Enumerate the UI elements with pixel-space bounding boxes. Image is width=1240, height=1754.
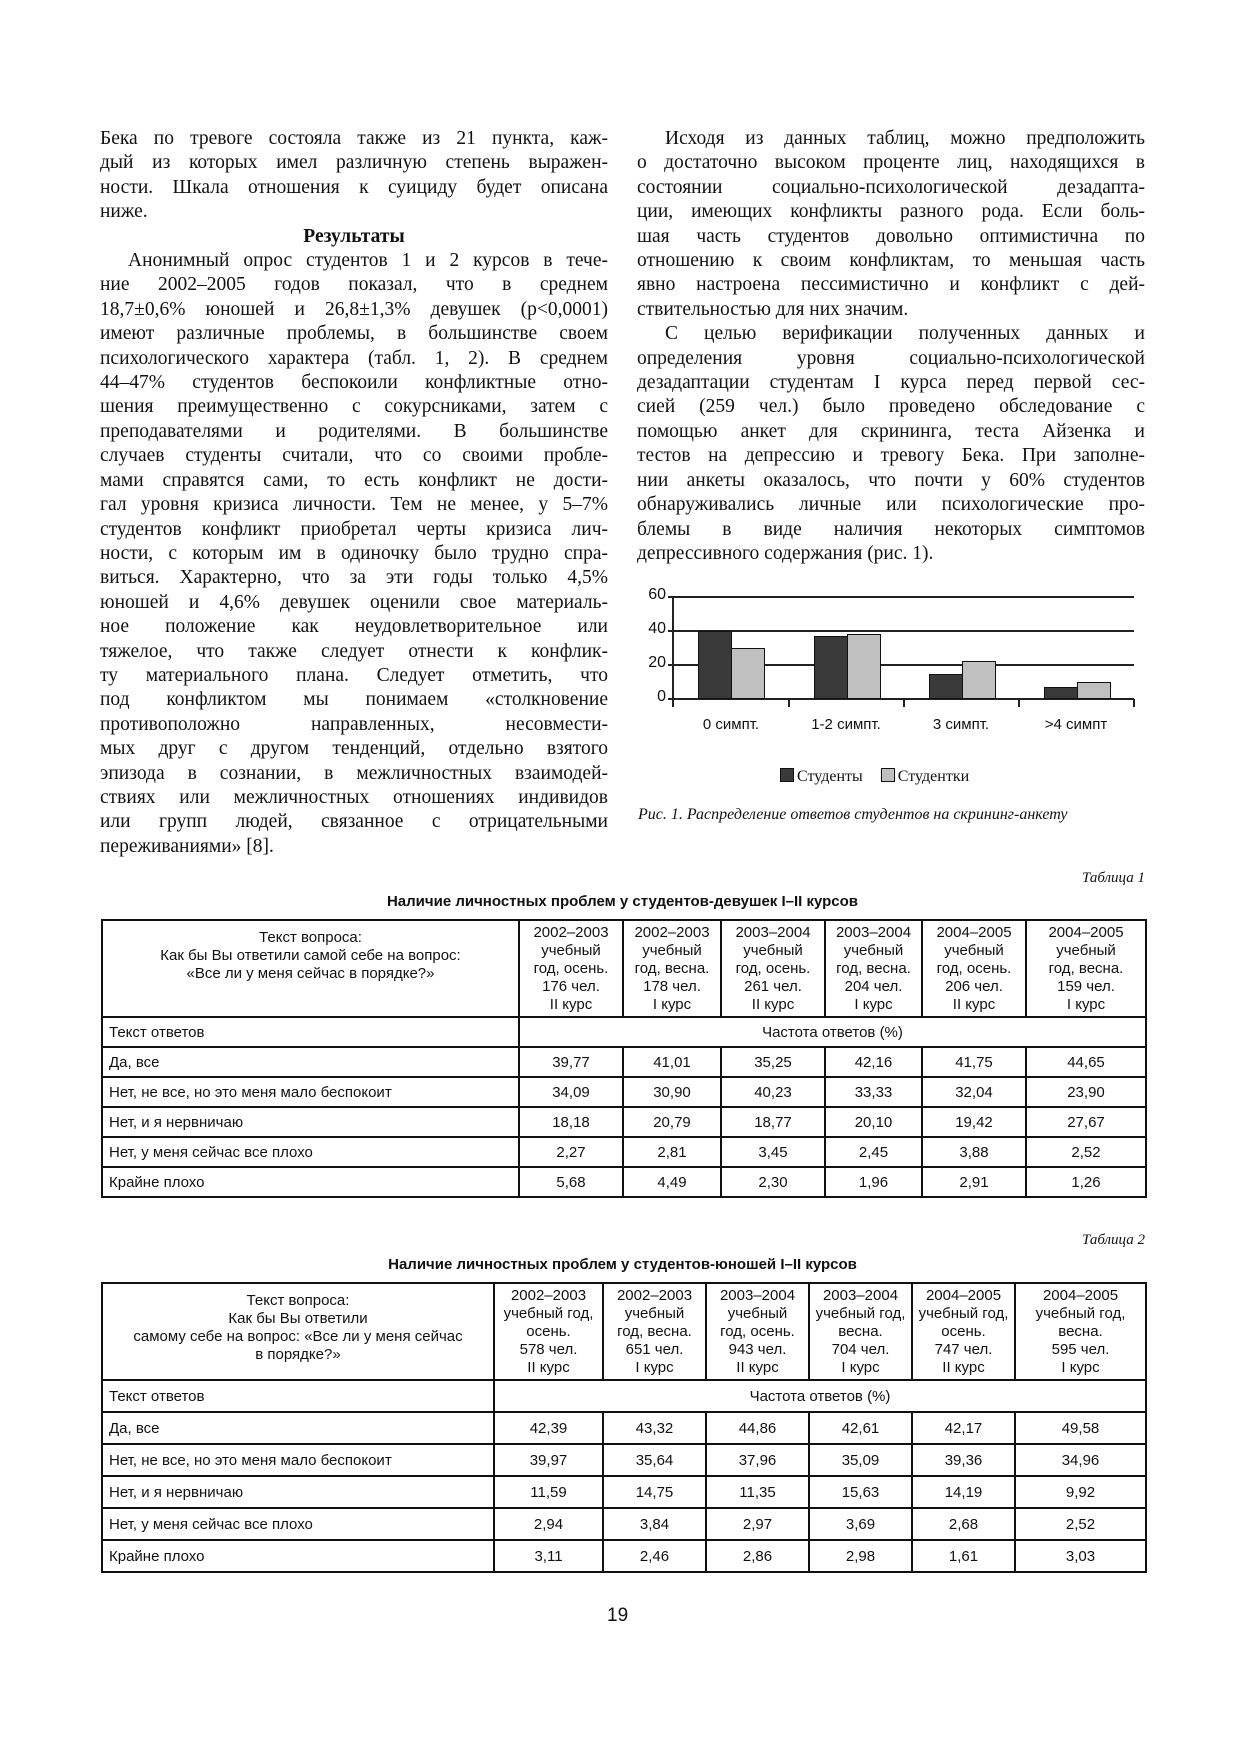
header-line: 261 чел. <box>744 978 802 995</box>
text-line: обнаруживались личные или психологические про- <box>637 494 1145 516</box>
table-row <box>102 1508 1146 1540</box>
column-header <box>623 920 721 1017</box>
value-cell: 33,33 <box>825 1077 922 1107</box>
y-axis-line <box>672 596 674 700</box>
header-line: 943 чел. <box>728 1341 787 1358</box>
text-line: Бека по тревоге состояла также из 21 пункта, каж- <box>100 128 608 149</box>
header-line: II курс <box>549 996 593 1013</box>
value-cell: 3,45 <box>721 1137 825 1167</box>
question-header-cell <box>102 1283 494 1380</box>
header-line: учебный год, <box>503 1305 594 1322</box>
text-line: психологического характера (табл. 1, 2). В среднем <box>100 347 608 369</box>
text-line: или групп людей, связанное с отрицательными <box>100 811 608 833</box>
table-row <box>102 1047 1146 1077</box>
column-header <box>825 920 922 1017</box>
text-line: Анонимный опрос студентов 1 и 2 курсов в тече- <box>128 250 608 272</box>
header-line: 178 чел. <box>643 978 701 995</box>
header-line: 2004–2005 <box>1042 1287 1119 1304</box>
text-line: юношей и 4,6% девушек оценили свое материаль- <box>100 591 608 613</box>
x-tick <box>788 699 790 707</box>
row-label: Крайне плохо <box>102 1167 519 1197</box>
column-header <box>1015 1283 1146 1380</box>
table-row <box>102 1444 1146 1476</box>
question-header-cell <box>102 920 519 1017</box>
header-line: 206 чел. <box>945 978 1003 995</box>
text-line: ние 2002–2005 годов показал, что в среднем <box>100 274 608 296</box>
value-cell: 42,39 <box>494 1412 603 1444</box>
value-cell: 2,52 <box>1015 1508 1146 1540</box>
table-subheader-row <box>102 1380 1146 1412</box>
x-tick <box>903 699 905 707</box>
header-line: год, осень. <box>735 960 811 977</box>
header-line: I курс <box>841 1359 880 1376</box>
header-line: 651 чел. <box>625 1341 684 1358</box>
header-line: год, весна. <box>1048 960 1124 977</box>
column-header <box>603 1283 706 1380</box>
paragraph-conclusion <box>637 127 1145 322</box>
text-line: гал уровня кризиса личности. Тем не менее, у 5–7% <box>100 494 608 516</box>
row-label: Да, все <box>102 1412 494 1444</box>
header-line: осень. <box>526 1323 571 1340</box>
y-tick-label: 20 <box>648 654 666 671</box>
text-line: тестов на депрессию и тревогу Бека. При заполне- <box>637 445 1145 467</box>
chart-legend <box>780 768 969 786</box>
header-line: год, весна. <box>617 1323 692 1340</box>
value-cell: 1,96 <box>825 1167 922 1197</box>
value-cell: 20,10 <box>825 1107 922 1137</box>
header-line: II курс <box>942 1359 985 1376</box>
header-line: II курс <box>527 1359 570 1376</box>
text-line: о достаточно высоком проценте лиц, находящихся в <box>637 152 1145 174</box>
table-row <box>102 1167 1146 1197</box>
frequency-label-cell: Частота ответов (%) <box>494 1380 1146 1412</box>
header-line: 2002–2003 <box>634 924 710 941</box>
x-category-label: 3 симпт. <box>932 716 990 733</box>
figure-bar-chart <box>620 580 1160 830</box>
y-tick-label: 60 <box>648 586 666 603</box>
text-line: мых друг с другом тенденций, отдельно взятого <box>100 738 608 760</box>
value-cell: 3,11 <box>494 1540 603 1572</box>
value-cell: 2,68 <box>912 1508 1015 1540</box>
bar-students-3-symptoms <box>929 674 963 699</box>
x-category-label: 1-2 симпт. <box>811 716 881 733</box>
value-cell: 3,69 <box>809 1508 912 1540</box>
value-cell: 43,32 <box>603 1412 706 1444</box>
table-1-label: Таблица 1 <box>1082 870 1145 886</box>
value-cell: 32,04 <box>922 1077 1026 1107</box>
header-line: I курс <box>652 996 692 1013</box>
header-line: 2002–2003 <box>510 1287 587 1304</box>
table-row <box>102 1476 1146 1508</box>
text-line: ствиях или межличностных отношениях индивидов <box>100 786 608 808</box>
header-line: учебный <box>944 942 1004 959</box>
table-subheader-row <box>102 1017 1146 1047</box>
value-cell: 18,77 <box>721 1107 825 1137</box>
column-header <box>809 1283 912 1380</box>
value-cell: 44,65 <box>1026 1047 1146 1077</box>
value-cell: 2,52 <box>1026 1137 1146 1167</box>
table-header-row <box>102 920 1146 1017</box>
paragraph-verification <box>637 322 1145 566</box>
legend-label: Студентки <box>897 768 970 785</box>
value-cell: 41,75 <box>922 1047 1026 1077</box>
header-line: II курс <box>751 996 795 1013</box>
bar-students-0-symptoms <box>698 631 732 699</box>
text-line: помощью анкет для скрининга, теста Айзенка и <box>637 420 1145 442</box>
header-line: 2003–2004 <box>735 924 811 941</box>
gridline <box>668 596 1134 598</box>
bar-students-4plus-symptoms <box>1044 687 1078 699</box>
value-cell: 20,79 <box>623 1107 721 1137</box>
text-line: нии анкеты оказалось, что почти у 60% студентов <box>637 469 1145 491</box>
value-cell: 2,97 <box>706 1508 809 1540</box>
table-row <box>102 1077 1146 1107</box>
header-line: 704 чел. <box>831 1341 890 1358</box>
text-line: сией (259 чел.) было проведено обследование с <box>637 396 1145 418</box>
value-cell: 42,61 <box>809 1412 912 1444</box>
row-label: Нет, у меня сейчас все плохо <box>102 1508 494 1540</box>
x-tick <box>672 699 674 707</box>
row-label: Да, все <box>102 1047 519 1077</box>
value-cell: 19,42 <box>922 1107 1026 1137</box>
value-cell: 2,81 <box>623 1137 721 1167</box>
text-line: тяжелое, что также следует отнести к конфлик- <box>100 640 608 662</box>
header-line: 176 чел. <box>542 978 600 995</box>
column-header <box>706 1283 809 1380</box>
header-line: Текст вопроса: <box>246 1292 350 1309</box>
table-row <box>102 1137 1146 1167</box>
header-line: Как бы Вы ответили <box>228 1310 368 1327</box>
text-line: дый из которых имел различную степень выражен- <box>100 152 608 174</box>
header-line: 2004–2005 <box>925 1287 1002 1304</box>
column-header <box>912 1283 1015 1380</box>
paragraph-intro <box>100 127 608 225</box>
text-line: виться. Характерно, что за эти годы только 4,5% <box>100 567 608 589</box>
value-cell: 9,92 <box>1015 1476 1146 1508</box>
text-line: С целью верификации полученных данных и <box>665 323 1145 345</box>
table-2 <box>101 1282 1147 1573</box>
header-line: год, весна. <box>836 960 911 977</box>
section-heading-results: Результаты <box>303 225 405 247</box>
value-cell: 2,98 <box>809 1540 912 1572</box>
header-line: 2003–2004 <box>835 924 912 941</box>
value-cell: 35,25 <box>721 1047 825 1077</box>
header-line: Текст вопроса: <box>259 929 362 946</box>
column-header <box>1026 920 1146 1017</box>
header-line: учебный год, <box>815 1305 906 1322</box>
header-line: 595 чел. <box>1051 1341 1110 1358</box>
header-line: весна. <box>838 1323 883 1340</box>
legend-swatch-light <box>881 768 895 782</box>
bar-female-students-4plus-symptoms <box>1077 682 1111 699</box>
header-line: 2003–2004 <box>719 1287 796 1304</box>
table-2-label: Таблица 2 <box>1082 1232 1145 1248</box>
value-cell: 49,58 <box>1015 1412 1146 1444</box>
legend-label: Студенты <box>797 768 863 785</box>
text-line: определения уровня социально-психологической <box>637 347 1145 369</box>
value-cell: 18,18 <box>519 1107 623 1137</box>
header-line: год, осень. <box>936 960 1012 977</box>
y-tick-label: 40 <box>648 620 666 637</box>
table-row <box>102 1107 1146 1137</box>
header-line: учебный <box>1056 942 1116 959</box>
header-line: весна. <box>1058 1323 1103 1340</box>
text-line: эпизода в сознании, в межличностных взаимодей- <box>100 762 608 784</box>
value-cell: 37,96 <box>706 1444 809 1476</box>
bar-students-1-2-symptoms <box>814 636 848 699</box>
frequency-label-cell: Частота ответов (%) <box>519 1017 1146 1047</box>
value-cell: 35,09 <box>809 1444 912 1476</box>
text-line: ции, имеющих конфликты разного рода. Если боль- <box>637 201 1145 223</box>
header-line: I курс <box>635 1359 674 1376</box>
text-line: депрессивного содержания (рис. 1). <box>637 542 934 564</box>
row-label: Крайне плохо <box>102 1540 494 1572</box>
value-cell: 4,49 <box>623 1167 721 1197</box>
x-tick <box>1133 699 1135 707</box>
text-line: ности, с которым им в одиночку было трудно спра- <box>100 542 608 564</box>
value-cell: 44,86 <box>706 1412 809 1444</box>
header-line: учебный <box>743 942 803 959</box>
header-line: 2002–2003 <box>533 924 609 941</box>
value-cell: 39,97 <box>494 1444 603 1476</box>
legend-item-female-students <box>881 768 969 786</box>
answers-label-cell: Текст ответов <box>102 1380 494 1412</box>
right-text-column <box>637 127 1145 566</box>
header-line: 2002–2003 <box>616 1287 693 1304</box>
value-cell: 40,23 <box>721 1077 825 1107</box>
value-cell: 5,68 <box>519 1167 623 1197</box>
text-line: переживаниями» [8]. <box>100 835 274 857</box>
text-line: ствительностью для них значим. <box>637 298 909 320</box>
header-line: год, осень. <box>533 960 609 977</box>
header-line: учебный <box>541 942 601 959</box>
header-line: 204 чел. <box>844 978 903 995</box>
header-line: 578 чел. <box>519 1341 578 1358</box>
value-cell: 11,59 <box>494 1476 603 1508</box>
left-text-column <box>100 127 608 859</box>
text-line: ниже. <box>100 201 148 223</box>
row-label: Нет, и я нервничаю <box>102 1476 494 1508</box>
header-line: учебный год, <box>918 1305 1009 1322</box>
answers-label-cell: Текст ответов <box>102 1017 519 1047</box>
value-cell: 1,26 <box>1026 1167 1146 1197</box>
header-line: I курс <box>1061 1359 1100 1376</box>
text-line: ное положение как неудовлетворительное или <box>100 616 608 638</box>
header-line: II курс <box>736 1359 779 1376</box>
text-line: студентов конфликт приобретал черты кризиса лич- <box>100 518 608 540</box>
x-category-label: >4 симпт <box>1044 716 1108 733</box>
bar-female-students-3-symptoms <box>962 661 996 699</box>
value-cell: 2,86 <box>706 1540 809 1572</box>
paragraph-results <box>100 249 608 859</box>
bar-female-students-1-2-symptoms <box>847 634 881 699</box>
text-line: мами справятся сами, то есть конфликт не дости- <box>100 469 608 491</box>
text-line: отношению к своим конфликтам, то меньшая часть <box>637 250 1145 272</box>
header-line: 747 чел. <box>934 1341 993 1358</box>
value-cell: 41,01 <box>623 1047 721 1077</box>
table-1-title: Наличие личностных проблем у студентов-девушек I–II курсов <box>386 893 859 910</box>
text-line: блемы в виде наличия некоторых симптомов <box>637 518 1145 540</box>
header-line: учебный <box>624 1305 685 1322</box>
header-line: учебный <box>843 942 904 959</box>
text-line: случаев студенты считали, что со своими пробле- <box>100 445 608 467</box>
header-line: самому себе на вопрос: «Все ли у меня сейчас <box>133 1328 463 1345</box>
value-cell: 3,88 <box>922 1137 1026 1167</box>
text-line: шая часть студентов довольно оптимистична по <box>637 225 1145 247</box>
value-cell: 3,03 <box>1015 1540 1146 1572</box>
header-line: осень. <box>941 1323 986 1340</box>
figure-caption: Рис. 1. Распределение ответов студентов на скрининг-анкету <box>638 806 1068 823</box>
header-line: II курс <box>952 996 996 1013</box>
header-line: учебный <box>727 1305 788 1322</box>
value-cell: 3,84 <box>603 1508 706 1540</box>
value-cell: 11,35 <box>706 1476 809 1508</box>
column-header <box>922 920 1026 1017</box>
value-cell: 34,09 <box>519 1077 623 1107</box>
table-row <box>102 1412 1146 1444</box>
row-label: Нет, не все, но это меня мало беспокоит <box>102 1077 519 1107</box>
value-cell: 42,17 <box>912 1412 1015 1444</box>
text-line: состоянии социально-психологической дезадапта- <box>637 176 1145 198</box>
legend-swatch-dark <box>780 768 794 782</box>
header-line: 159 чел. <box>1057 978 1115 995</box>
value-cell: 23,90 <box>1026 1077 1146 1107</box>
text-line: 18,7±0,6% юношей и 26,8±1,3% девушек (p<0,0001) <box>100 298 608 320</box>
table-row <box>102 1540 1146 1572</box>
header-line: учебный год, <box>1035 1305 1126 1322</box>
value-cell: 2,91 <box>922 1167 1026 1197</box>
value-cell: 15,63 <box>809 1476 912 1508</box>
text-line: явно настроена пессимистично и конфликт с дей- <box>637 274 1145 296</box>
header-line: год, осень. <box>720 1323 795 1340</box>
header-line: год, весна. <box>634 960 710 977</box>
gridline <box>668 630 1134 632</box>
text-line: ту материального плана. Следует отметить, что <box>100 664 608 686</box>
text-line: 44–47% студентов беспокоили конфликтные отно- <box>100 372 608 394</box>
value-cell: 34,96 <box>1015 1444 1146 1476</box>
column-header <box>519 920 623 1017</box>
text-line: под конфликтом мы понимаем «столкновение <box>100 689 608 711</box>
value-cell: 2,46 <box>603 1540 706 1572</box>
column-header <box>494 1283 603 1380</box>
value-cell: 2,45 <box>825 1137 922 1167</box>
table-header-row <box>102 1283 1146 1380</box>
text-line: дезадаптации студентам I курса перед первой сес- <box>637 372 1145 394</box>
header-line: учебный <box>642 942 702 959</box>
value-cell: 14,19 <box>912 1476 1015 1508</box>
x-category-label: 0 симпт. <box>702 716 760 733</box>
table-1 <box>101 919 1147 1198</box>
row-label: Нет, не все, но это меня мало беспокоит <box>102 1444 494 1476</box>
bar-female-students-0-symptoms <box>731 648 765 699</box>
value-cell: 35,64 <box>603 1444 706 1476</box>
header-line: 2004–2005 <box>1048 924 1124 941</box>
row-label: Нет, у меня сейчас все плохо <box>102 1137 519 1167</box>
text-line: имеют различные проблемы, в большинстве своем <box>100 323 608 345</box>
text-line: Исходя из данных таблиц, можно предположить <box>665 128 1145 149</box>
header-line: 2004–2005 <box>936 924 1012 941</box>
value-cell: 30,90 <box>623 1077 721 1107</box>
text-line: шения преимущественно с сокурсниками, затем с <box>100 396 608 418</box>
value-cell: 27,67 <box>1026 1107 1146 1137</box>
legend-item-students <box>780 768 863 786</box>
value-cell: 2,30 <box>721 1167 825 1197</box>
text-line: противоположно направленных, несовмести- <box>100 713 608 735</box>
header-line: I курс <box>1066 996 1106 1013</box>
header-line: I курс <box>854 996 893 1013</box>
value-cell: 2,27 <box>519 1137 623 1167</box>
text-line: преподавателями и родителями. В большинстве <box>100 420 608 442</box>
value-cell: 2,94 <box>494 1508 603 1540</box>
header-line: Как бы Вы ответили самой себе на вопрос: <box>160 947 461 964</box>
table-2-title: Наличие личностных проблем у студентов-юношей I–II курсов <box>388 1256 857 1273</box>
header-line: в порядке?» <box>255 1346 341 1363</box>
row-label: Нет, и я нервничаю <box>102 1107 519 1137</box>
value-cell: 39,77 <box>519 1047 623 1077</box>
y-tick-label: 0 <box>657 688 666 705</box>
value-cell: 14,75 <box>603 1476 706 1508</box>
text-line: ности. Шкала отношения к суициду будет описана <box>100 176 608 198</box>
column-header <box>721 920 825 1017</box>
page-number: 19 <box>607 1605 629 1626</box>
value-cell: 42,16 <box>825 1047 922 1077</box>
header-line: 2003–2004 <box>822 1287 899 1304</box>
x-tick <box>1018 699 1020 707</box>
value-cell: 1,61 <box>912 1540 1015 1572</box>
header-line: «Все ли у меня сейчас в порядке?» <box>186 965 435 982</box>
value-cell: 39,36 <box>912 1444 1015 1476</box>
